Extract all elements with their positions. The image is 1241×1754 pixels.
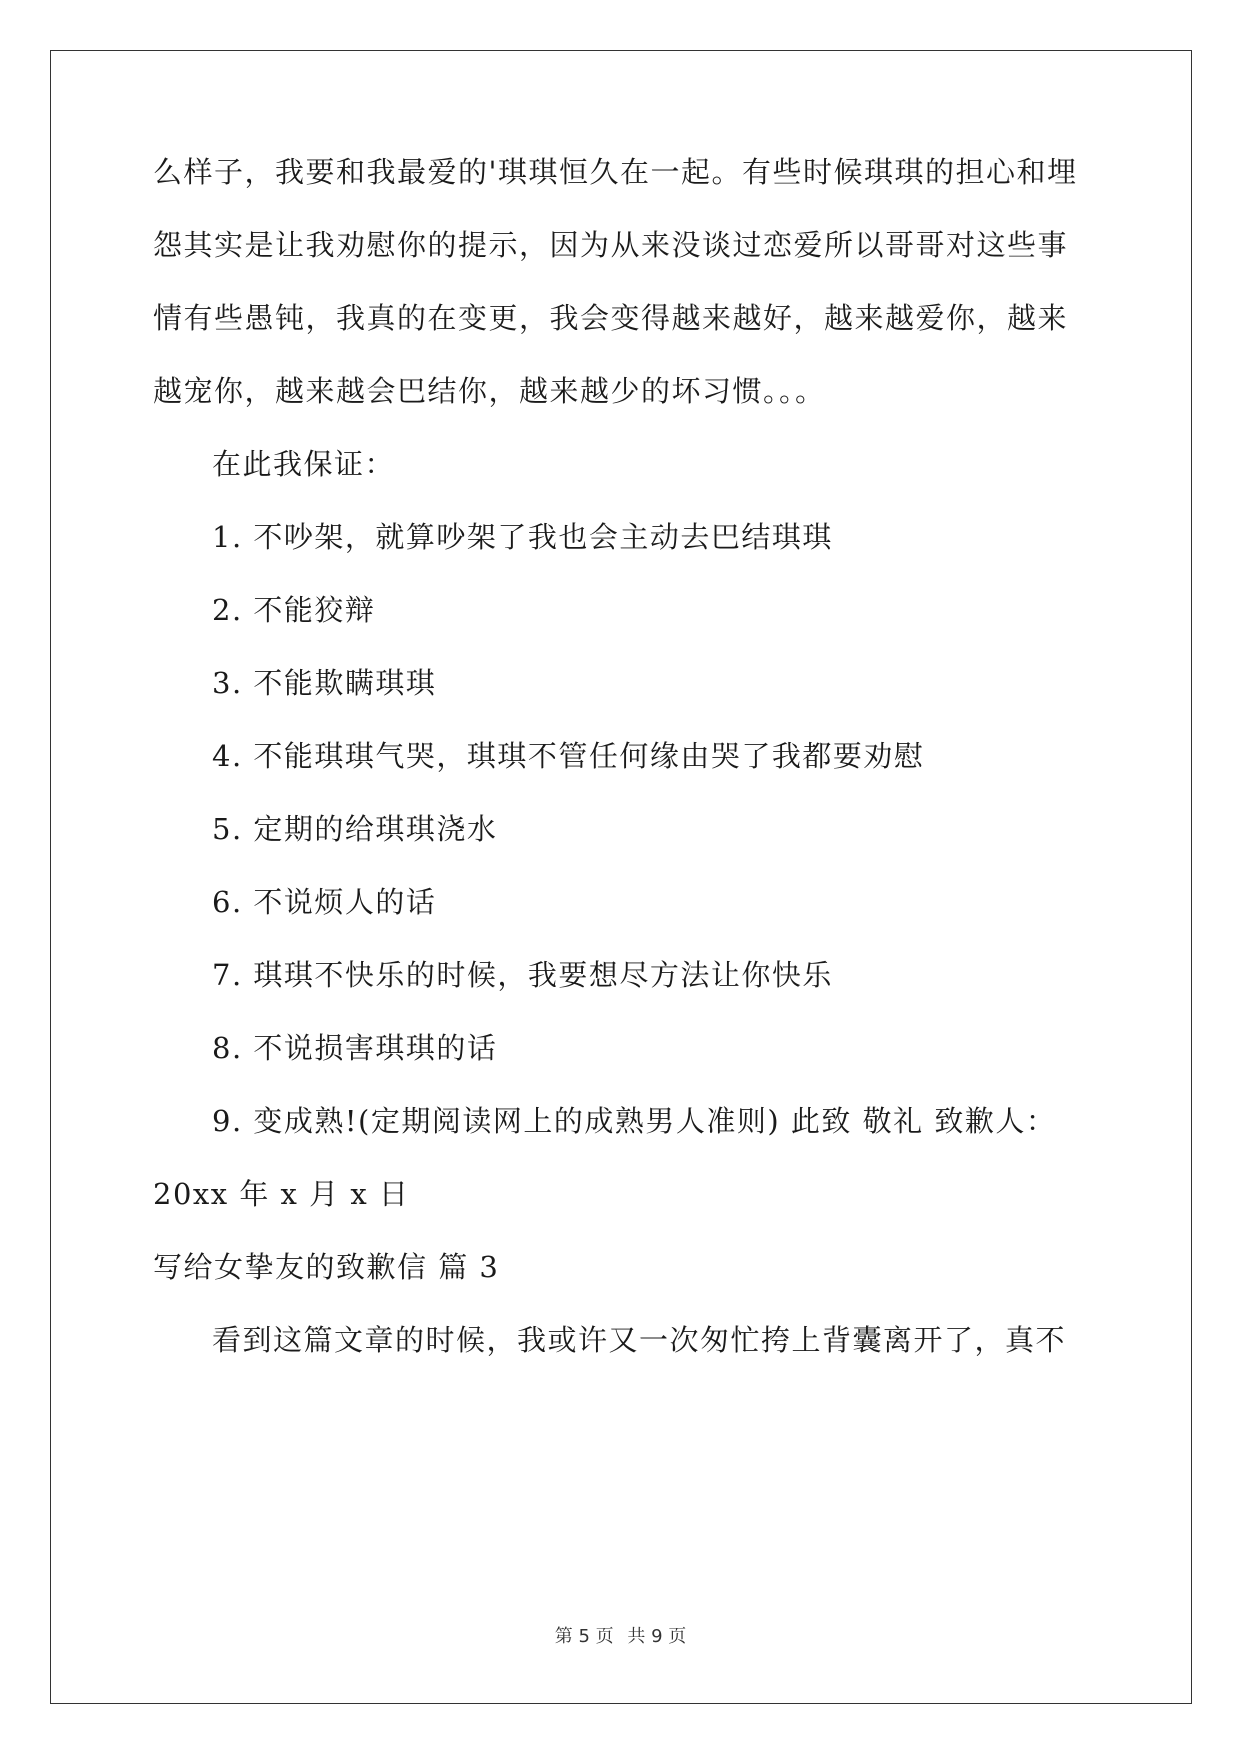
promise-item-9: 9. 变成熟!(定期阅读网上的成熟男人准则) 此致 敬礼 致歉人： [212, 1104, 1057, 1138]
date-line: 20xx 年 x 月 x 日 [153, 1177, 410, 1211]
promise-item-1: 1. 不吵架，就算吵架了我也会主动去巴结琪琪 [212, 520, 833, 554]
paragraph-line-2: 怨其实是让我劝慰你的提示，因为从来没谈过恋爱所以哥哥对这些事 [153, 228, 1069, 262]
paragraph-line-4: 越宠你，越来越会巴结你，越来越少的坏习惯。。。 [153, 374, 826, 408]
paragraph-line-3: 情有些愚钝，我真的在变更，我会变得越来越好，越来越爱你，越来 [153, 301, 1069, 335]
promise-item-8: 8. 不说损害琪琪的话 [212, 1031, 498, 1065]
promise-item-2: 2. 不能狡辩 [212, 593, 376, 627]
next-paragraph-line: 看到这篇文章的时候，我或许又一次匆忙挎上背囊离开了，真不 [212, 1323, 1067, 1357]
promise-item-5: 5. 定期的给琪琪浇水 [212, 812, 498, 846]
promise-item-6: 6. 不说烦人的话 [212, 885, 437, 919]
paragraph-line-1: 么样子，我要和我最爱的'琪琪恒久在一起。有些时候琪琪的担心和埋 [153, 155, 1078, 189]
section-title: 写给女挚友的致歉信 篇 3 [153, 1250, 500, 1284]
promise-item-7: 7. 琪琪不快乐的时候，我要想尽方法让你快乐 [212, 958, 833, 992]
page-number: 第 5 页 [554, 1626, 614, 1647]
page-total: 共 9 页 [627, 1626, 687, 1647]
page-footer [0, 1622, 1241, 1648]
promise-item-3: 3. 不能欺瞒琪琪 [212, 666, 437, 700]
promise-intro: 在此我保证： [212, 447, 396, 481]
promise-item-4: 4. 不能琪琪气哭，琪琪不管任何缘由哭了我都要劝慰 [212, 739, 925, 773]
